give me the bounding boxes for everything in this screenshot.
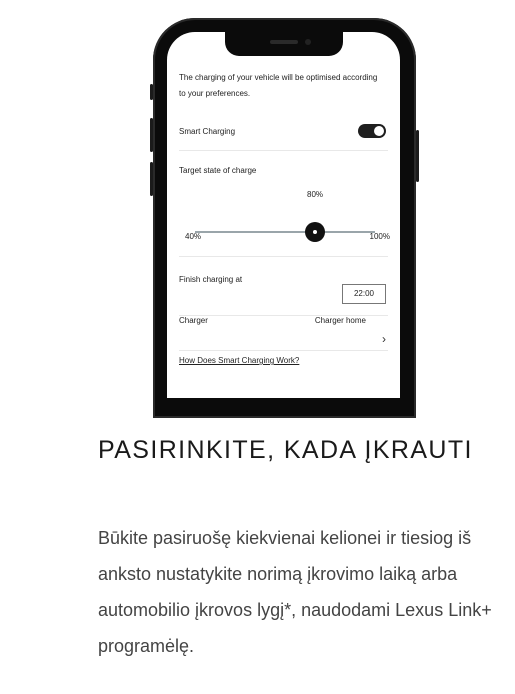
charger-value[interactable]: Charger home: [314, 316, 366, 325]
finish-time-input[interactable]: 22:00: [342, 284, 386, 304]
phone-button-right: [416, 130, 419, 182]
target-charge-value: 80%: [307, 190, 324, 199]
help-link[interactable]: How Does Smart Charging Work?: [179, 356, 300, 365]
chevron-right-icon[interactable]: ›: [382, 332, 386, 346]
slider-thumb[interactable]: [305, 222, 325, 242]
intro-text: The charging of your vehicle will be optimised according to your preferences.: [179, 73, 378, 98]
toggle-on-icon: [374, 126, 384, 136]
slider-max-label: 100%: [369, 232, 390, 241]
smart-charging-toggle[interactable]: [358, 124, 386, 138]
phone-notch: [225, 32, 343, 56]
speaker-grille: [270, 40, 298, 44]
finish-charging-label: Finish charging at: [179, 275, 243, 284]
slider-min-label: 40%: [185, 232, 202, 241]
section-heading: PASIRINKITE, KADA ĮKRAUTI: [98, 436, 473, 464]
divider: [179, 150, 388, 151]
target-charge-slider[interactable]: [195, 231, 375, 233]
section-body: Būkite pasiruošę kiekvienai kelionei ir tiesiog iš anksto nustatykite norimą įkrovimo laiką arba automobilio įkrovos lygį*, naudodami Lexus Link+ programėlę.: [98, 528, 492, 656]
phone-screen: [167, 32, 400, 398]
phone-mockup: [153, 18, 416, 418]
phone-button-left-middle: [150, 118, 153, 152]
smart-charging-label: Smart Charging: [179, 127, 236, 136]
phone-button-left-top: [150, 84, 153, 100]
divider: [179, 256, 388, 257]
charger-label: Charger: [179, 316, 208, 325]
phone-button-left-bottom: [150, 162, 153, 196]
divider: [179, 350, 388, 351]
slider-thumb-dot: [313, 230, 317, 234]
camera-icon: [305, 39, 311, 45]
target-charge-label: Target state of charge: [179, 166, 257, 175]
